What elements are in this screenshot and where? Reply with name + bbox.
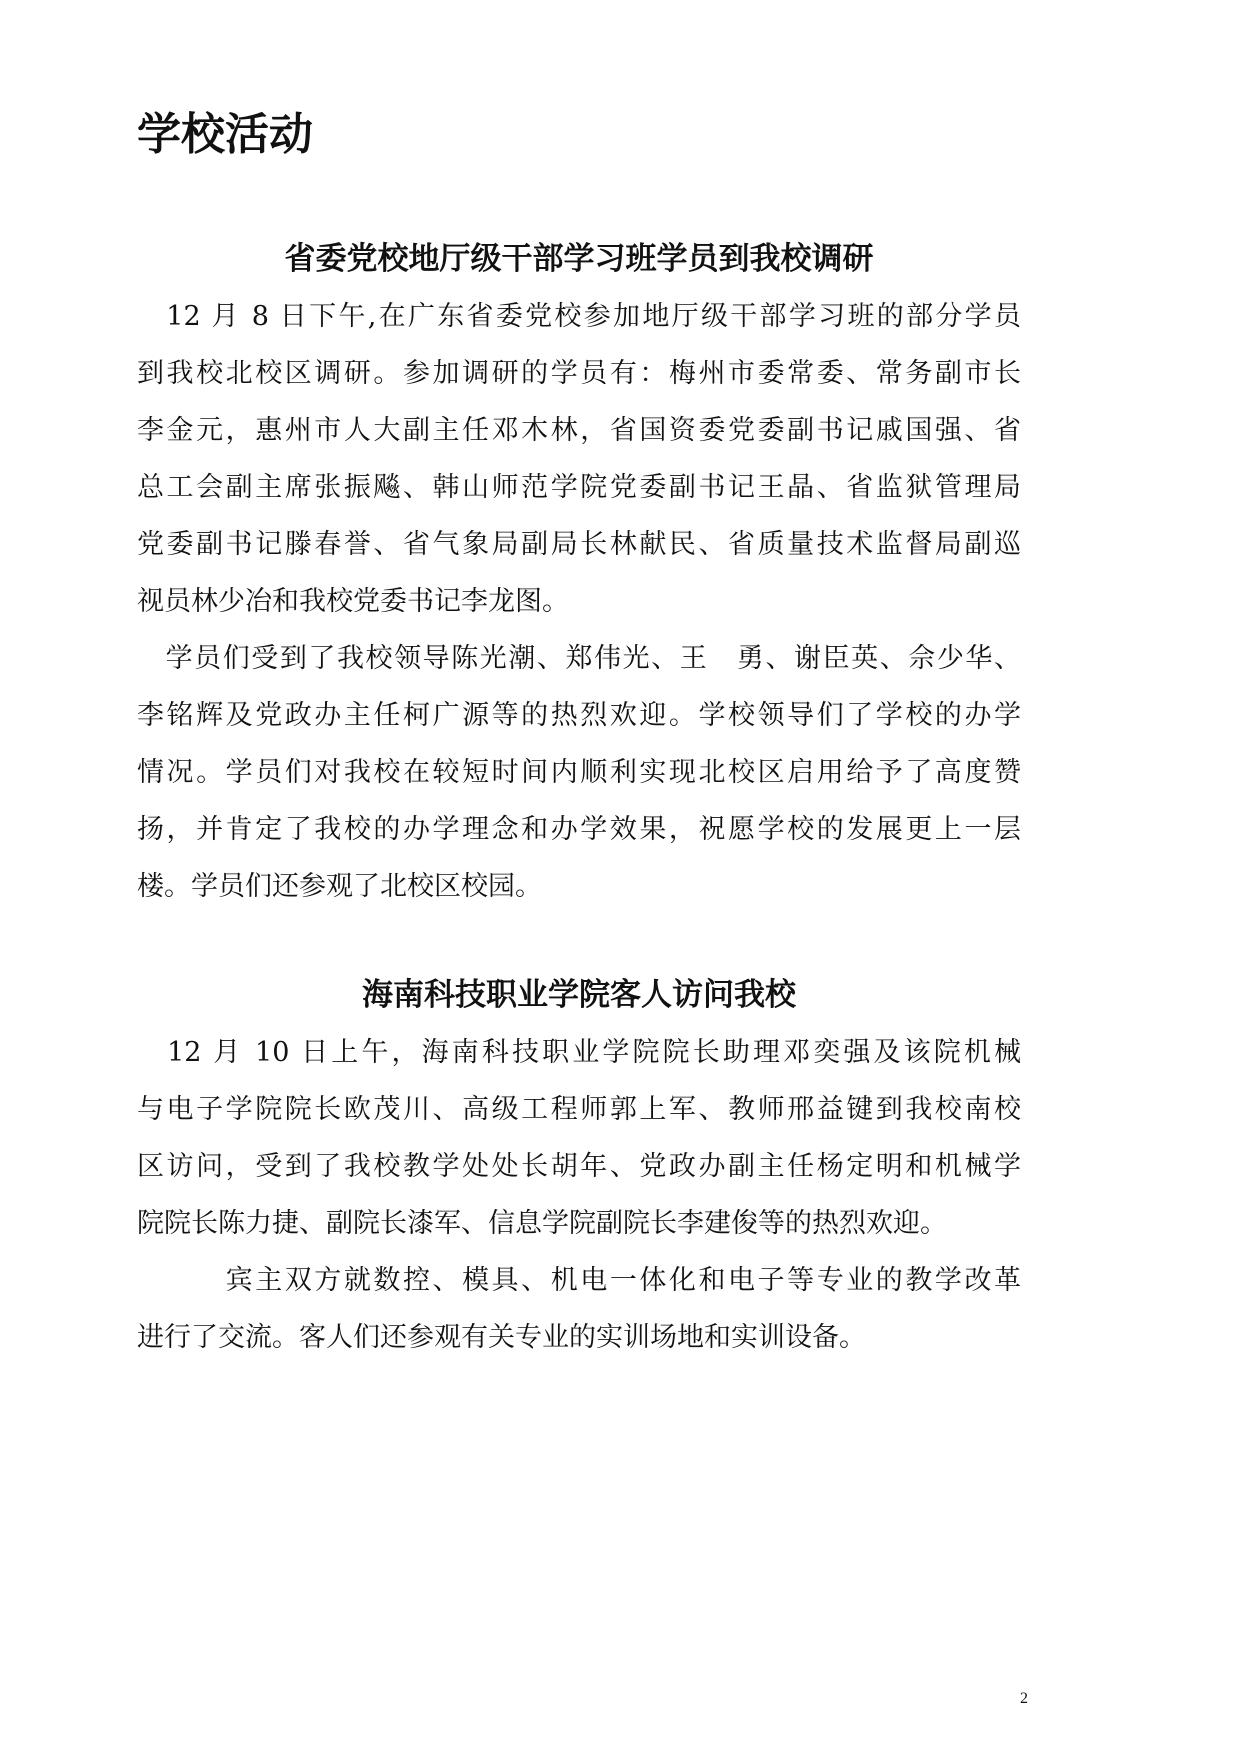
- text-line: 学员们受到了我校领导陈光潮、郑伟光、王 勇、谢臣英、佘少华、: [137, 643, 1021, 674]
- text-line: 视员林少冶和我校党委书记李龙图。: [137, 586, 569, 617]
- text-line: 到我校北校区调研。参加调研的学员有：梅州市委常委、常务副市长: [137, 358, 1021, 389]
- paragraph: [137, 1252, 1021, 1366]
- text-line: 李金元，惠州市人大副主任邓木林，省国资委党委副书记戚国强、省: [137, 415, 1021, 446]
- text-line: 党委副书记滕春誉、省气象局副局长林献民、省质量技术监督局副巡: [137, 529, 1021, 560]
- text-line: 与电子学院院长欧茂川、高级工程师郭上军、教师邢益键到我校南校: [137, 1094, 1021, 1125]
- text-line: 院院长陈力捷、副院长漆军、信息学院副院长李建俊等的热烈欢迎。: [137, 1208, 947, 1239]
- text-line: 区访问，受到了我校教学处处长胡年、党政办副主任杨定明和机械学: [137, 1151, 1021, 1182]
- article-title: 省委党校地厅级干部学习班学员到我校调研: [284, 241, 874, 277]
- text-line: 12 月 8 日下午,在广东省委党校参加地厅级干部学习班的部分学员: [137, 301, 1021, 332]
- paragraph: [137, 1024, 1021, 1252]
- page-number: 2: [1020, 1690, 1028, 1707]
- text-line: 进行了交流。客人们还参观有关专业的实训场地和实训设备。: [137, 1322, 866, 1353]
- text-line: 情况。学员们对我校在较短时间内顺利实现北校区启用给予了高度赞: [137, 757, 1021, 788]
- paragraph: [137, 630, 1021, 915]
- article-hainan-visit: [137, 966, 1021, 1366]
- article-party-school-visit: [137, 230, 1021, 915]
- paragraph: [137, 288, 1021, 630]
- section-title: 学校活动: [137, 109, 313, 160]
- text-line: 扬，并肯定了我校的办学理念和办学效果，祝愿学校的发展更上一层: [137, 814, 1021, 845]
- article-title: 海南科技职业学院客人访问我校: [362, 977, 796, 1013]
- text-line: 12 月 10 日上午，海南科技职业学院院长助理邓奕强及该院机械: [137, 1037, 1021, 1068]
- text-line: 宾主双方就数控、模具、机电一体化和电子等专业的教学改革: [137, 1265, 1021, 1296]
- text-line: 楼。学员们还参观了北校区校园。: [137, 871, 542, 902]
- text-line: 总工会副主席张振飚、韩山师范学院党委副书记王晶、省监狱管理局: [137, 472, 1021, 503]
- text-line: 李铭辉及党政办主任柯广源等的热烈欢迎。学校领导们了学校的办学: [137, 700, 1021, 731]
